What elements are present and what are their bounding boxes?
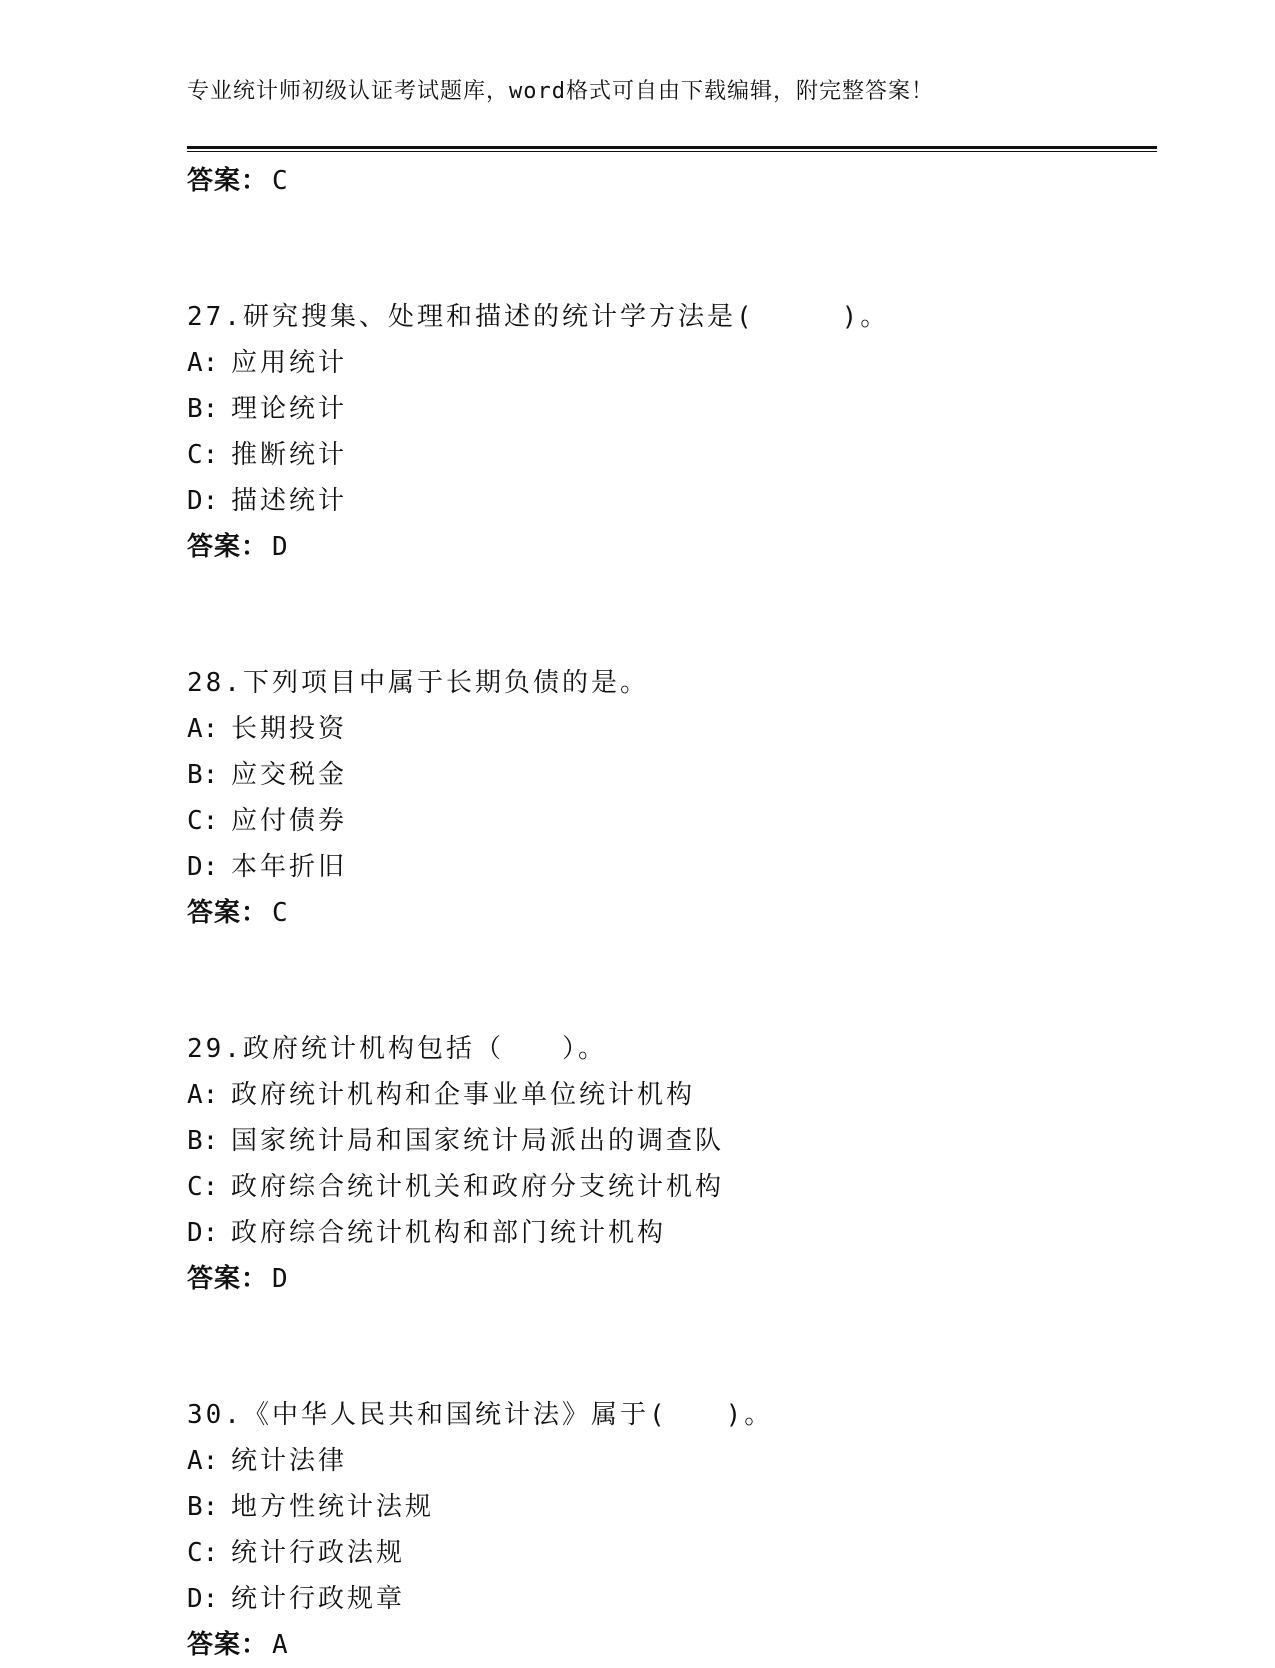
answer-label: 答案： [187,532,269,562]
option-text: 统计行政规章 [231,1584,406,1614]
option-text: 统计法律 [231,1446,348,1476]
option-label: B: [187,1492,219,1522]
answer-line [187,1622,1147,1668]
option [187,1210,1147,1256]
option-label: A: [187,1080,219,1110]
option-label: B: [187,760,219,790]
answer-value: D [272,532,289,562]
option [187,1438,1147,1484]
option [187,340,1147,386]
option [187,706,1147,752]
option-text: 政府综合统计机关和政府分支统计机构 [231,1172,725,1202]
question-stem: 30.《中华人民共和国统计法》属于( )。 [187,1400,774,1430]
option-text: 推断统计 [231,440,348,470]
option-label: D: [187,1584,219,1614]
option-label: C: [187,1172,219,1202]
option-text: 本年折旧 [231,852,348,882]
answer-label: 答案： [187,898,269,928]
option-label: C: [187,1538,219,1568]
option-text: 政府综合统计机构和部门统计机构 [231,1218,667,1248]
option [187,432,1147,478]
option [187,1530,1147,1576]
option-label: A: [187,714,219,744]
option [187,798,1147,844]
option [187,1118,1147,1164]
option [187,1164,1147,1210]
option [187,1576,1147,1622]
option [187,752,1147,798]
answer-line [187,1256,1147,1302]
option [187,844,1147,890]
option-text: 地方性统计法规 [231,1492,435,1522]
spacer [187,570,1147,660]
answer-line [187,890,1147,936]
option-text: 理论统计 [231,394,348,424]
option-label: A: [187,348,219,378]
answer-label: 答案： [187,166,269,196]
option-label: C: [187,806,219,836]
answer-value: A [272,1630,289,1660]
answer-label: 答案： [187,1264,269,1294]
spacer [187,204,1147,294]
option-label: D: [187,852,219,882]
page-header: 专业统计师初级认证考试题库，word格式可自由下载编辑，附完整答案！ [187,79,934,104]
question-stem: 29.政府统计机构包括（ ）。 [187,1034,607,1064]
option [187,478,1147,524]
option-label: B: [187,394,219,424]
answer-value: D [272,1264,289,1294]
option-text: 应付债券 [231,806,348,836]
option-label: B: [187,1126,219,1156]
option-text: 应用统计 [231,348,348,378]
option-label: D: [187,1218,219,1248]
option-label: A: [187,1446,219,1476]
option [187,1072,1147,1118]
spacer [187,1302,1147,1392]
option-text: 政府统计机构和企事业单位统计机构 [231,1080,696,1110]
option-text: 描述统计 [231,486,348,516]
answer-value: C [272,898,289,928]
question-stem: 28.下列项目中属于长期负债的是。 [187,668,649,698]
answer-label: 答案： [187,1630,269,1660]
spacer [187,936,1147,1026]
option [187,1484,1147,1530]
option-text: 国家统计局和国家统计局派出的调查队 [231,1126,725,1156]
option-text: 统计行政法规 [231,1538,406,1568]
question-list [187,158,1147,1668]
option-text: 应交税金 [231,760,348,790]
question-stem: 27.研究搜集、处理和描述的统计学方法是( )。 [187,302,890,332]
option-label: D: [187,486,219,516]
answer-value: C [272,166,289,196]
option [187,386,1147,432]
header-rule-thin [187,151,1157,152]
option-label: C: [187,440,219,470]
answer-line [187,524,1147,570]
header-rule-thick [187,146,1157,149]
option-text: 长期投资 [231,714,348,744]
answer-line [187,158,1147,204]
